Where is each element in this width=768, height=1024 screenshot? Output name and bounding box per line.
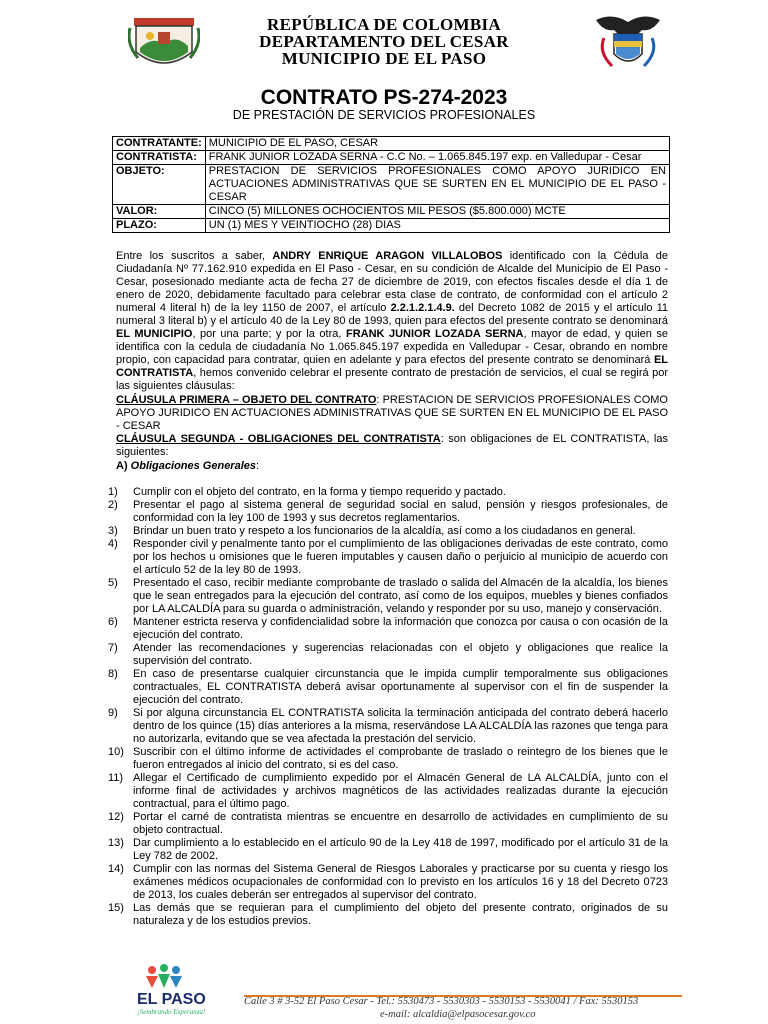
list-item-number: 14) [108, 863, 124, 875]
contratista-value: FRANK JUNIOR LOZADA SERNA - C.C No. – 1.065.845.197 exp. en Valledupar - Cesar [205, 151, 669, 165]
list-item-text: Presentar el pago al sistema general de seguridad social en salud, pensión y riesgos profesionales, de conformidad con la ley 100 de 1993 y sus decretos reglamentarios. [133, 499, 668, 524]
alcalde-name: ANDRY ENRIQUE ARAGON VILLALOBOS [272, 250, 503, 262]
list-item [108, 642, 668, 668]
objeto-label: OBJETO: [113, 165, 206, 205]
decree-article: 2.2.1.2.1.4.9. [390, 302, 455, 314]
list-item [108, 616, 668, 642]
list-item [108, 707, 668, 746]
municipio-term: EL MUNICIPIO [116, 328, 193, 340]
section-a-suffix: : [256, 460, 260, 472]
list-item-number: 7) [108, 642, 118, 654]
contratista-term: EL CONTRATISTA [116, 354, 668, 379]
list-item-number: 3) [108, 525, 118, 537]
header-department: DEPARTAMENTO DEL CESAR [259, 32, 509, 51]
contract-summary-table [112, 136, 670, 233]
clausula-segunda-text: : son obligaciones de EL CONTRATISTA, las siguientes: [116, 433, 668, 458]
list-item-text: Si por alguna circunstancia EL CONTRATISTA solicita la terminación anticipada del contrato deberá hacerlo dentro de los quince (15) días anteriores a la misma, reservándose LA ALCALDÍA las razones que tenga para no autorizarla, evitando que se vea afectada la prestación del servicio. [133, 707, 668, 745]
list-item [108, 486, 668, 499]
clausula-primera [116, 394, 668, 433]
list-item-text: Portar el carné de contratista mientras se encuentre en desarrollo de actividades en cumplimiento de su objeto contractual. [133, 811, 668, 836]
list-item-text: Allegar el Certificado de cumplimiento expedido por el Almacén General de LA ALCALDÍA, junto con el informe final de actividades y archivos magnéticos de las actividades realizadas durante la ejecución contractual, para el último pago. [133, 772, 668, 810]
list-item [108, 668, 668, 707]
list-item-number: 12) [108, 811, 124, 823]
section-a-heading [116, 460, 668, 473]
list-item [108, 525, 668, 538]
plazo-label: PLAZO: [113, 219, 206, 233]
contratista-name: FRANK JUNIOR LOZADA SERNA [345, 328, 524, 340]
el-paso-footer-logo [132, 962, 242, 1016]
contract-subtitle: DE PRESTACIÓN DE SERVICIOS PROFESIONALES [232, 108, 536, 122]
list-item [108, 746, 668, 772]
list-item-number: 5) [108, 577, 118, 589]
clausula-primera-heading: CLÁUSULA PRIMERA – OBJETO DEL CONTRATO [116, 394, 377, 406]
footer-email: e-mail: alcaldia@elpasocesar.gov.co [380, 1009, 536, 1020]
list-item [108, 577, 668, 616]
intro-text: , hemos convenido celebrar el presente contrato de prestación de servicios, el cual se regirá por las siguientes cláusulas: [116, 367, 668, 392]
list-item-number: 8) [108, 668, 118, 680]
list-item-text: Cumplir con las normas del Sistema General de Riesgos Laborales y practicarse por su cuenta y riesgo los exámenes médicos ocupacionales de conformidad con lo previsto en los artículos 16 y 18 del Decreto 0723 de 2013, los cuales deberán ser entregados al supervisor del contrato. [133, 863, 668, 901]
contratista-label: CONTRATISTA: [113, 151, 206, 165]
list-item-number: 9) [108, 707, 118, 719]
list-item [108, 863, 668, 902]
clausula-segunda-heading: CLÁUSULA SEGUNDA - OBLIGACIONES DEL CONTRATISTA [116, 433, 441, 445]
section-a-prefix: A) [116, 460, 131, 472]
clausula-segunda [116, 433, 668, 459]
valor-label: VALOR: [113, 205, 206, 219]
intro-paragraph [116, 250, 668, 393]
list-item-text: Cumplir con el objeto del contrato, en la forma y tiempo requerido y pactado. [133, 486, 506, 498]
contratante-label: CONTRATANTE: [113, 137, 206, 151]
footer-address: Calle 3 # 3-52 El Paso Cesar - Tel.: 5530473 - 5530303 - 5530153 - 5530041 / Fax: 5530153 [244, 996, 639, 1007]
table-row [113, 165, 670, 205]
list-item-text: Brindar un buen trato y respeto a los funcionarios de la alcaldía, así como a los ciudadanos en general. [133, 525, 636, 537]
list-item [108, 902, 668, 928]
footer-logo-text: EL PASO [137, 991, 206, 1008]
contract-title: CONTRATO PS-274-2023 [260, 86, 508, 109]
list-item-number: 1) [108, 486, 118, 498]
list-item-number: 13) [108, 837, 124, 849]
intro-text: , por una parte; y por la otra, [192, 328, 346, 340]
clausula-primera-text: : PRESTACION DE SERVICIOS PROFESIONALES COMO APOYO JURIDICO EN ACTUACIONES ADMINISTRATIVAS QUE SE SURTEN EN EL MUNICIPIO DE EL PASO - CESAR [116, 394, 668, 432]
list-item [108, 538, 668, 577]
colombia-coat-of-arms-logo [592, 12, 664, 74]
plazo-value: UN (1) MES Y VEINTIOCHO (28) DIAS [205, 219, 669, 233]
table-row [113, 151, 670, 165]
list-item-number: 10) [108, 746, 124, 758]
obligations-list [108, 486, 668, 928]
table-row [113, 137, 670, 151]
table-row [113, 205, 670, 219]
list-item-text: En caso de presentarse cualquier circunstancia que le impida cumplir temporalmente sus obligaciones contractuales, EL CONTRATISTA deberá avisar oportunamente al supervisor con el fin de suspender la ejecución del contrato. [133, 668, 668, 706]
list-item-text: Las demás que se requieran para el cumplimiento del objeto del presente contrato, originados de su naturaleza y de los estudios previos. [133, 902, 668, 927]
section-a-label: Obligaciones Generales [130, 460, 257, 472]
header-municipality: MUNICIPIO DE EL PASO [281, 49, 487, 68]
intro-text: , mayor de edad, y quien se identifica con la cedula de ciudadanía No 1.065.845.197 expedida en Valledupar - Cesar, obrando en nombre propio, con capacidad para contratar, quien en adelante y para efectos del presente contrato se denominará [116, 328, 668, 366]
objeto-value: PRESTACION DE SERVICIOS PROFESIONALES COMO APOYO JURIDICO EN ACTUACIONES ADMINISTRATIVAS QUE SE SURTEN EN EL MUNICIPIO DE EL PASO - CESAR [205, 165, 669, 205]
list-item [108, 499, 668, 525]
table-row [113, 219, 670, 233]
contratante-value: MUNICIPIO DE EL PASO, CESAR [205, 137, 669, 151]
list-item-text: Mantener estricta reserva y confidencialidad sobre la información que conozca por causa o con ocasión de la ejecución del contrato. [133, 616, 668, 641]
list-item-number: 2) [108, 499, 118, 511]
list-item-number: 4) [108, 538, 118, 550]
list-item-text: Dar cumplimiento a lo establecido en el artículo 90 de la Ley 418 de 1997, modificado por el artículo 31 de la Ley 782 de 2002. [133, 837, 668, 862]
list-item-number: 6) [108, 616, 118, 628]
intro-text: del Decreto 1082 de 2015 y el artículo 11 numeral 3 literal b) y el artículo 40 de la Ley 80 de 1993, quien para efectos del presente contrato se denominará [116, 302, 668, 327]
intro-text: identificado con la Cédula de Ciudadanía Nº 77.162.910 expedida en El Paso - Cesar, en su condición de Alcalde del Municipio de El Paso - Cesar, posesionado mediante acta de fecha 27 de diciembre de 2019, con efectos fiscales desde el día 1 de enero de 2020, debidamente facultado para celebrar esta clase de contrato, de conformidad con el artículo 2 numeral 4 literal h) de la ley 1150 de 2007, el artículo [116, 250, 668, 314]
list-item-text: Responder civil y penalmente tanto por el cumplimiento de las obligaciones derivadas de este contrato, como por los hechos u omisiones que le fueren imputables y causen daño o perjuicio al municipio de acuerdo con el artículo 52 de la ley 80 de 1993. [133, 538, 668, 576]
footer-logo-slogan: ¡Sembrando Esperanza! [137, 1008, 206, 1016]
list-item [108, 837, 668, 863]
list-item [108, 772, 668, 811]
list-item-text: Presentado el caso, recibir mediante comprobante de traslado o salida del Almacén de la alcaldía, los bienes que le sean entregados para la ejecución del contrato, así como de los equipos, muebles y bienes confiados por LA ALCALDÍA para su guarda o administración, velando y responder por su uso, manejo y conservación. [133, 577, 668, 615]
valor-value: CINCO (5) MILLONES OCHOCIENTOS MIL PESOS ($5.800.000) MCTE [205, 205, 669, 219]
list-item-text: Atender las recomendaciones y sugerencias relacionadas con el objeto y obligaciones que realice la supervisión del contrato. [133, 642, 668, 667]
list-item-text: Suscribir con el último informe de actividades el comprobante de traslado o reintegro de los bienes que le fueron entregados al inicio del contrato, si es del caso. [133, 746, 668, 771]
list-item-number: 11) [108, 772, 124, 784]
intro-text: Entre los suscritos a saber, [116, 250, 273, 262]
list-item [108, 811, 668, 837]
list-item-number: 15) [108, 902, 124, 914]
header-republic: REPÚBLICA DE COLOMBIA [267, 15, 501, 34]
